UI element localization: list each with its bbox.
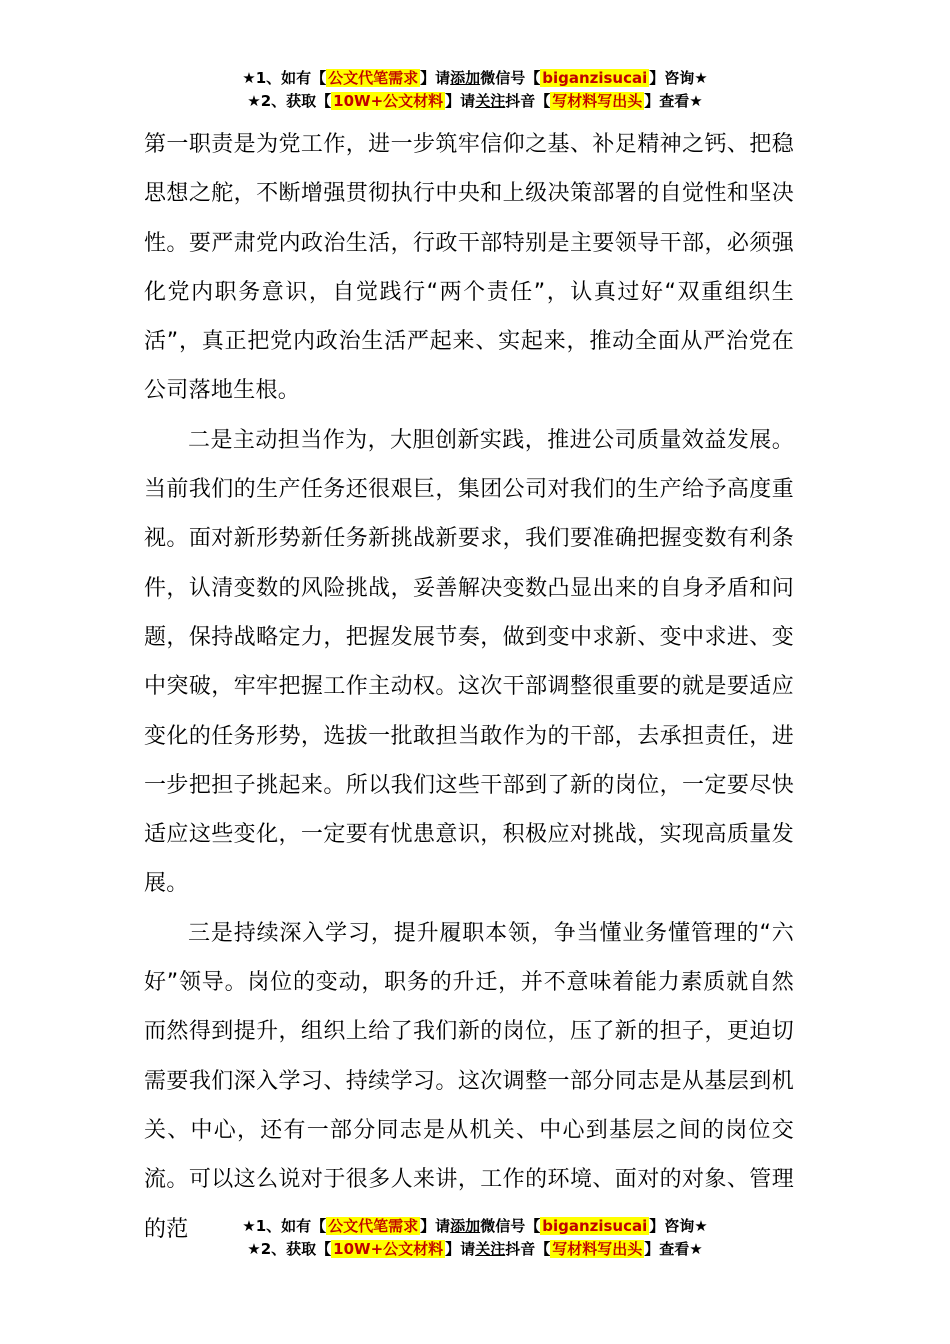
promo-text: 】查看 — [644, 92, 690, 110]
wechat-id-highlight: biganzisucai — [542, 69, 648, 87]
star-icon: ★ — [242, 69, 256, 87]
douyin-name-highlight: 写材料写出头 — [552, 1240, 643, 1258]
promo-text: 2、获取【 — [260, 1240, 332, 1258]
promo-highlight: 10W+公文材料 — [333, 92, 444, 110]
star-icon: ★ — [694, 1217, 708, 1235]
promo-text: 2、获取【 — [260, 92, 332, 110]
promo-line-2 — [0, 1238, 950, 1261]
promo-underlined: 关注 — [475, 1240, 506, 1258]
star-icon: ★ — [247, 1240, 261, 1258]
star-icon: ★ — [694, 69, 708, 87]
promo-line-1 — [0, 67, 950, 90]
promo-underlined: 添加 — [450, 1217, 481, 1235]
paragraph-continued: 第一职责是为党工作，进一步筑牢信仰之基、补足精神之钙、把稳思想之舵，不断增强贯彻执行中央和上级决策部署的自觉性和坚决性。要严肃党内政治生活，行政干部特别是主要领导干部，必须强化党内职务意识，自觉践行“两个责任”，认真过好“双重组织生活”，真正把党内政治生活严起来、实起来，推动全面从严治党在公司落地生根。 — [144, 132, 794, 404]
footer-promo-banner — [0, 1215, 950, 1261]
promo-text: 】请 — [420, 69, 451, 87]
promo-text: 】查看 — [644, 1240, 690, 1258]
promo-line-1 — [0, 1215, 950, 1238]
promo-text: 】请 — [445, 92, 476, 110]
promo-text: 微信号【 — [480, 1217, 541, 1235]
promo-text: 】请 — [445, 1240, 476, 1258]
promo-text: 】咨询 — [649, 69, 695, 87]
promo-highlight: 10W+公文材料 — [333, 1240, 444, 1258]
document-body — [144, 120, 794, 1254]
promo-line-2 — [0, 90, 950, 113]
star-icon: ★ — [242, 1217, 256, 1235]
paragraph-point-two: 二是主动担当作为，大胆创新实践，推进公司质量效益发展。当前我们的生产任务还很艰巨，集团公司对我们的生产给予高度重视。面对新形势新任务新挑战新要求，我们要准确把握变数有利条件，认清变数的风险挑战，妥善解决变数凸显出来的自身矛盾和问题，保持战略定力，把握发展节奏，做到变中求新、变中求进、变中突破，牢牢把握工作主动权。这次干部调整很重要的就是要适应变化的任务形势，选拔一批敢担当敢作为的干部，去承担责任，进一步把担子挑起来。所以我们这些干部到了新的岗位，一定要尽快适应这些变化，一定要有忧患意识，积极应对挑战，实现高质量发展。 — [144, 427, 794, 897]
promo-text: 1、如有【 — [255, 1217, 327, 1235]
paragraph-point-three: 三是持续深入学习，提升履职本领，争当懂业务懂管理的“六好”领导。岗位的变动，职务的升迁，并不意味着能力素质就自然而然得到提升，组织上给了我们新的岗位，压了新的担子，更迫切需要我们深入学习、持续学习。这次调整一部分同志是从基层到机关、中心，还有一部分同志是从机关、中心到基层之间的岗位交流。可以这么说对于很多人来讲，工作的环境、面对的对象、管理的范 — [144, 920, 794, 1242]
promo-text: 】请 — [420, 1217, 451, 1235]
douyin-name-highlight: 写材料写出头 — [552, 92, 643, 110]
wechat-id-highlight: biganzisucai — [542, 1217, 648, 1235]
promo-text: 微信号【 — [480, 69, 541, 87]
star-icon: ★ — [247, 92, 261, 110]
header-promo-banner — [0, 67, 950, 113]
promo-highlight: 公文代笔需求 — [328, 69, 419, 87]
star-icon: ★ — [689, 1240, 703, 1258]
promo-underlined: 添加 — [450, 69, 481, 87]
promo-highlight: 公文代笔需求 — [328, 1217, 419, 1235]
promo-text: 】咨询 — [649, 1217, 695, 1235]
promo-underlined: 关注 — [475, 92, 506, 110]
star-icon: ★ — [689, 92, 703, 110]
promo-text: 抖音【 — [505, 92, 551, 110]
promo-text: 抖音【 — [505, 1240, 551, 1258]
promo-text: 1、如有【 — [255, 69, 327, 87]
